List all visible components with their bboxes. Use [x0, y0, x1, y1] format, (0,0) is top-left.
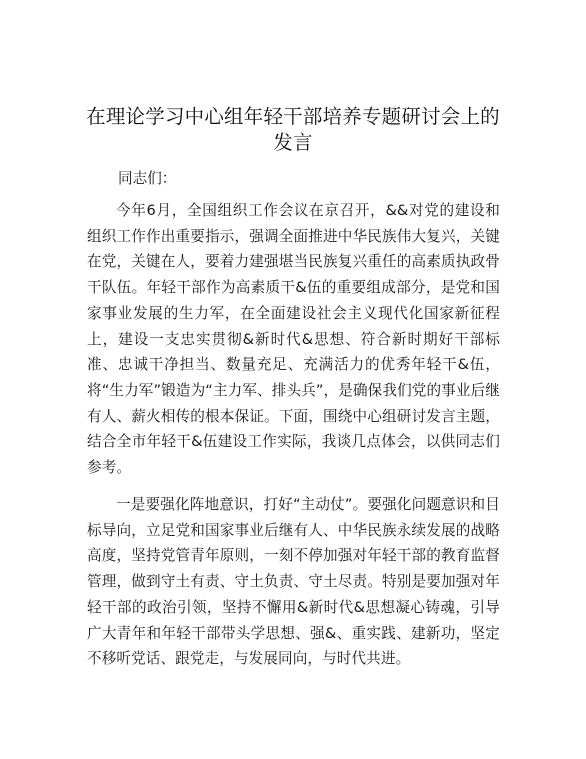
document-title: 在理论学习中心组年轻干部培养专题研讨会上的发言 [86, 105, 500, 154]
paragraph-intro: 今年6月，全国组织工作会议在京召开，&&对党的建设和组织工作作出重要指示，强调全面推进中华民族伟大复兴，关键在党，关键在人，要着力建强堪当民族复兴重任的高素质执政骨干队伍。年轻干部作为高素质干&伍的重要组成部分，是党和国家事业发展的生力军，在全面建设社会主义现代化国家新征程上，建设一支忠实贯彻&新时代&思想、符合新时期好干部标准、忠诚干净担当、数量充足、充满活力的优秀年轻干&伍，将“生力军”锻造为“主力军、排头兵”，是确保我们党的事业后继有人、薪火相传的根本保证。下面，围绕中心组研讨发言主题，结合全市年轻干&伍建设工作实际，我谈几点体会，以供同志们参考。 [87, 202, 500, 477]
paragraph-point-one: 一是要强化阵地意识，打好“主动仗”。要强化问题意识和目标导向，立足党和国家事业后继有人、中华民族永续发展的战略高度，坚持党管青年原则，一刻不停加强对年轻干部的教育监督管理，做到守土有责、守土负责、守土尽责。特别是要加强对年轻干部的政治引领，坚持不懈用&新时代&思想凝心铸魂，引导广大青年和年轻干部带头学思想、强&、重实践、建新功，坚定不移听党话、跟党走，与发展同向，与时代共进。 [87, 496, 500, 668]
greeting: 同志们： [118, 170, 177, 187]
